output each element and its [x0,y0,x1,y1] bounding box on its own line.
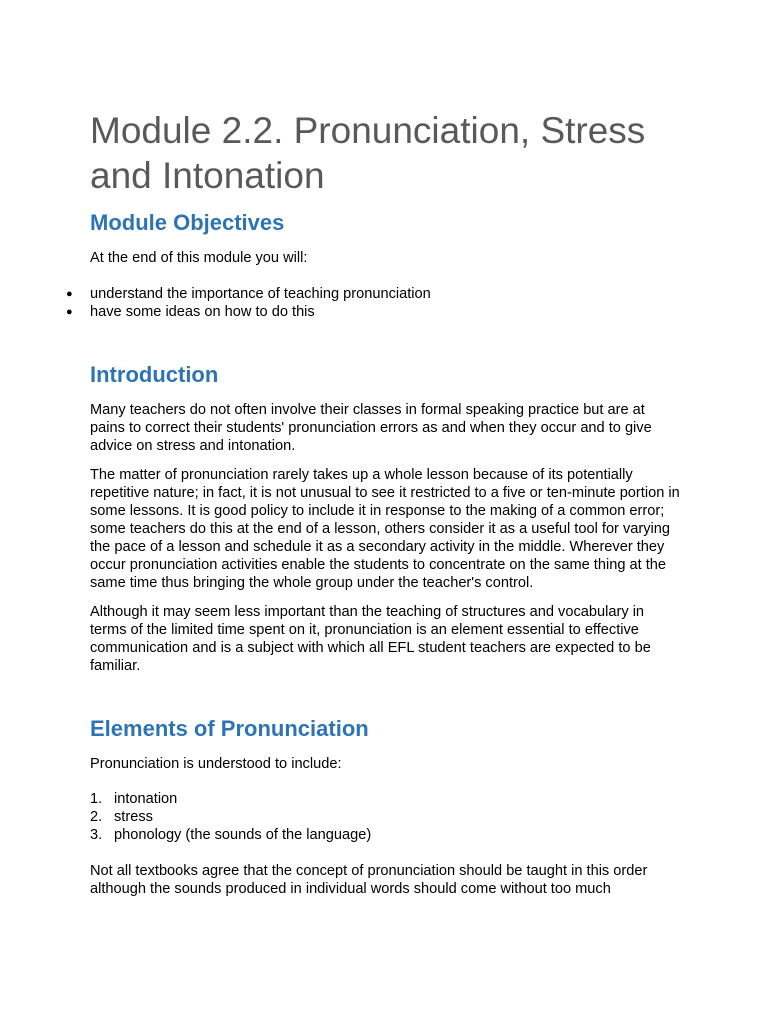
bullet-icon: ● [66,306,73,318]
elements-heading: Elements of Pronunciation [90,716,369,741]
list-item [66,303,680,321]
elements-list [90,790,680,844]
objectives-list [66,285,680,321]
list-item-text: intonation [114,791,178,807]
document-page [66,108,680,898]
list-item [90,808,680,826]
page-title: Module 2.2. Pronunciation, Stress and Intonation [90,110,646,196]
list-item-text: phonology (the sounds of the language) [114,827,372,843]
list-number: 2. [90,809,103,825]
list-item-text: stress [114,809,153,825]
objectives-heading: Module Objectives [90,210,285,235]
list-number: 1. [90,791,103,807]
elements-intro: Pronunciation is understood to include: [90,756,342,772]
list-item [66,285,680,303]
list-number: 3. [90,827,103,843]
introduction-paragraph: The matter of pronunciation rarely takes up a whole lesson because of its potentially repetitive nature; in fact, it is not unusual to see it restricted to a five or ten-minute portion in some lessons. It is good policy to include it in response to the making of a common error; some teachers do this at the end of a lesson, others consider it as a useful tool for varying the pace of a lesson and schedule it as a secondary activity in the middle. Wherever they occur pronunciation activities enable the students to concentrate on the same thing at the same time thus bringing the whole group under the teacher's control. [90,467,680,591]
list-item-text: understand the importance of teaching pronunciation [90,286,431,302]
list-item [90,826,680,844]
introduction-heading: Introduction [90,362,219,387]
list-item [90,790,680,808]
bullet-icon: ● [66,288,73,300]
introduction-paragraph: Many teachers do not often involve their classes in formal speaking practice but are at pains to correct their students' pronunciation errors as and when they occur and to give advice on stress and intonation. [90,402,652,454]
objectives-intro: At the end of this module you will: [90,250,308,266]
introduction-paragraph: Although it may seem less important than the teaching of structures and vocabulary in terms of the limited time spent on it, pronunciation is an element essential to effective communication and is a subject with which all EFL student teachers are expected to be familiar. [90,604,651,674]
list-item-text: have some ideas on how to do this [90,304,315,320]
elements-closing-paragraph: Not all textbooks agree that the concept of pronunciation should be taught in this order although the sounds produced in individual words should come without too much [90,863,648,897]
